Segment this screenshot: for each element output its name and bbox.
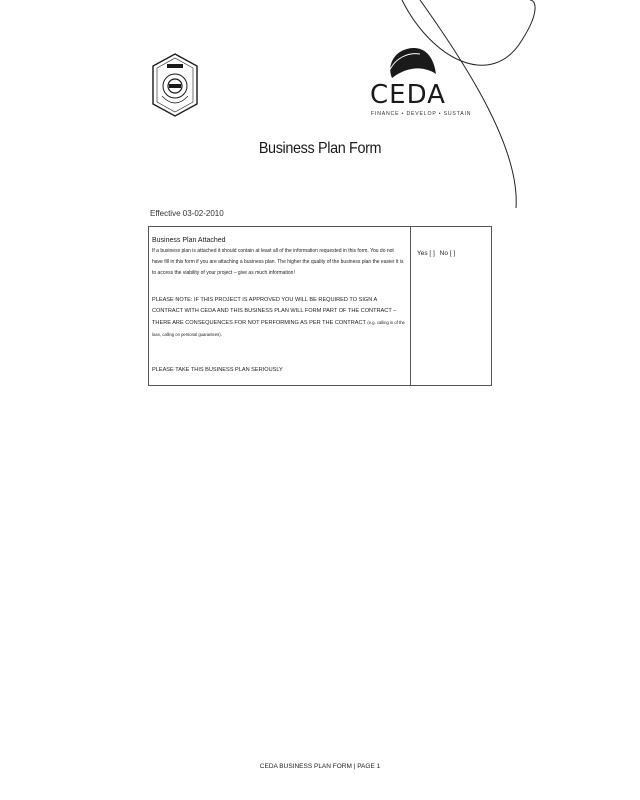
iso-certification-badge xyxy=(150,52,200,118)
yes-checkbox[interactable]: Yes [ ] xyxy=(417,250,435,257)
page-title: Business Plan Form xyxy=(258,140,382,157)
effective-date: Effective 03-02-2010 xyxy=(150,209,224,218)
business-plan-instructions: If a business plan is attached it should contain at least all of the information requested in this form. You do not have fill in this form if you are attaching a business plan. The higher the quality of the business plan the easier it is to access the viability of your project – give as much information! xyxy=(152,248,404,276)
column-divider xyxy=(410,227,411,385)
no-checkbox[interactable]: No [ ] xyxy=(439,250,456,257)
business-plan-table xyxy=(148,226,492,386)
ceda-leaf-icon xyxy=(368,44,460,84)
logo-tagline: FINANCE • DEVELOP • SUSTAIN xyxy=(371,111,472,117)
ceda-logo xyxy=(368,44,472,122)
business-plan-info-cell xyxy=(152,237,406,373)
logo-wordmark: CEDA xyxy=(370,80,446,110)
page-footer: CEDA BUSINESS PLAN FORM | PAGE 1 xyxy=(259,763,381,770)
serious-notice: PLEASE TAKE THIS BUSINESS PLAN SERIOUSLY xyxy=(152,367,283,373)
contract-note-main: PLEASE NOTE: IF THIS PROJECT IS APPROVED YOU WILL BE REQUIRED TO SIGN A CONTRACT WITH CEDA AND THIS BUSINESS PLAN WILL FORM PART OF THE CONTRACT – THERE ARE CONSEQUENCES FOR NOT PERFORMING AS PER THE CONTRACT xyxy=(152,297,397,326)
contract-note xyxy=(152,295,406,341)
contract-note-example: (e.g. calling in of the loan, calling on personal guarantees). xyxy=(152,320,405,337)
iso-seal-icon xyxy=(150,52,200,118)
business-plan-heading: Business Plan Attached xyxy=(152,237,226,244)
attached-checkbox-cell xyxy=(417,250,458,257)
